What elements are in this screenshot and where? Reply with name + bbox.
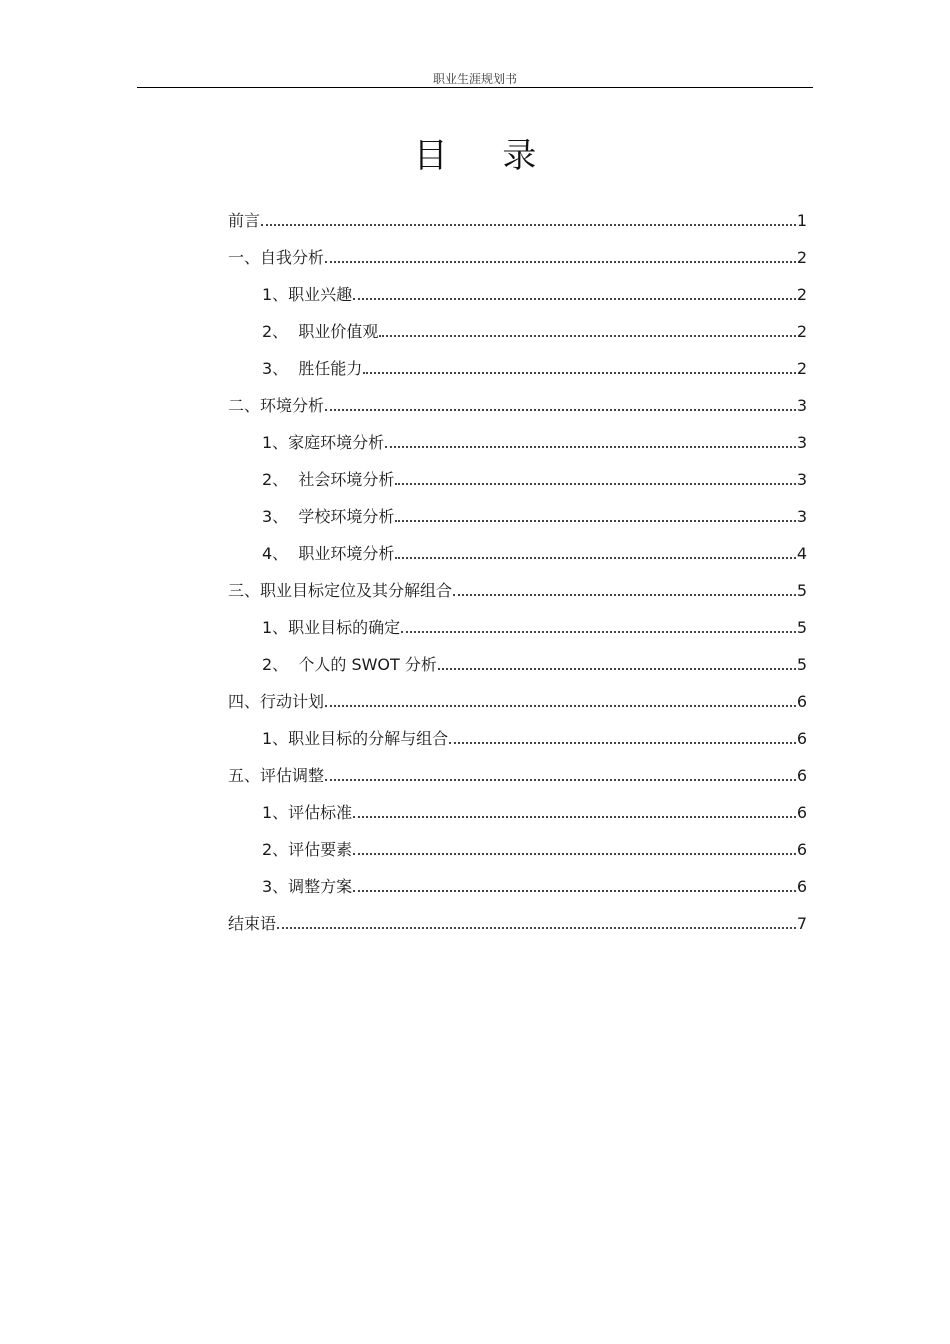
toc-entry-label: 4、 职业环境分析 bbox=[262, 544, 395, 563]
toc-entry-label: 结束语 bbox=[228, 914, 277, 933]
toc-dot-leader bbox=[395, 483, 795, 485]
toc-dot-leader bbox=[325, 409, 796, 411]
toc-dot-leader bbox=[325, 779, 796, 781]
toc-entry[interactable] bbox=[228, 564, 807, 601]
toc-entry-label: 1、职业目标的确定 bbox=[262, 618, 401, 637]
toc-entry[interactable] bbox=[228, 231, 807, 268]
toc-entry[interactable] bbox=[228, 268, 807, 305]
toc-dot-leader bbox=[438, 668, 796, 670]
toc-entry-label: 1、职业目标的分解与组合 bbox=[262, 729, 449, 748]
toc-dot-leader bbox=[277, 927, 796, 929]
toc-page-number: 6 bbox=[796, 877, 807, 896]
toc-entry[interactable] bbox=[228, 675, 807, 712]
toc-dot-leader bbox=[453, 594, 796, 596]
toc-entry[interactable] bbox=[228, 712, 807, 749]
toc-dot-leader bbox=[353, 853, 796, 855]
toc-entry-label: 一、自我分析 bbox=[228, 248, 325, 267]
toc-dot-leader bbox=[385, 446, 796, 448]
toc-entry-label: 2、 社会环境分析 bbox=[262, 470, 395, 489]
toc-dot-leader bbox=[261, 224, 796, 226]
toc-entry[interactable] bbox=[228, 823, 807, 860]
toc-page-number: 5 bbox=[796, 655, 807, 674]
toc-entry[interactable] bbox=[228, 860, 807, 897]
toc-page-number: 5 bbox=[796, 618, 807, 637]
toc-page-number: 4 bbox=[796, 544, 807, 563]
toc-dot-leader bbox=[449, 742, 796, 744]
toc-entry-label: 2、 职业价值观 bbox=[262, 322, 379, 341]
toc-page-number: 5 bbox=[796, 581, 807, 600]
toc-page-number: 3 bbox=[796, 470, 807, 489]
toc-dot-leader bbox=[325, 261, 796, 263]
toc-entry-label: 五、评估调整 bbox=[228, 766, 325, 785]
toc-entry-label: 三、职业目标定位及其分解组合 bbox=[228, 581, 453, 600]
toc-page-number: 7 bbox=[796, 914, 807, 933]
toc-entry-label: 2、 个人的 SWOT 分析 bbox=[262, 655, 437, 674]
toc-page-number: 3 bbox=[796, 433, 807, 452]
toc-dot-leader bbox=[353, 890, 796, 892]
toc-page-number: 1 bbox=[796, 211, 807, 230]
toc-entry-label: 前言 bbox=[228, 211, 261, 230]
toc-entry-label: 1、职业兴趣 bbox=[262, 285, 353, 304]
toc-dot-leader bbox=[353, 816, 796, 818]
toc-entry[interactable] bbox=[228, 786, 807, 823]
toc-entry[interactable] bbox=[228, 379, 807, 416]
table-of-contents bbox=[228, 194, 807, 934]
toc-page-number: 6 bbox=[796, 803, 807, 822]
toc-dot-leader bbox=[363, 372, 795, 374]
toc-page-number: 2 bbox=[796, 359, 807, 378]
toc-page-number: 3 bbox=[796, 396, 807, 415]
toc-entry-label: 3、 学校环境分析 bbox=[262, 507, 395, 526]
toc-entry[interactable] bbox=[228, 416, 807, 453]
toc-entry-label: 1、家庭环境分析 bbox=[262, 433, 385, 452]
toc-page-number: 6 bbox=[796, 729, 807, 748]
toc-dot-leader bbox=[325, 705, 796, 707]
toc-entry[interactable] bbox=[228, 749, 807, 786]
toc-entry[interactable] bbox=[228, 638, 807, 675]
toc-entry[interactable] bbox=[228, 601, 807, 638]
toc-entry[interactable] bbox=[228, 897, 807, 934]
toc-dot-leader bbox=[395, 520, 795, 522]
toc-page-number: 6 bbox=[796, 840, 807, 859]
toc-entry[interactable] bbox=[228, 527, 807, 564]
toc-entry[interactable] bbox=[228, 490, 807, 527]
toc-page-number: 2 bbox=[796, 322, 807, 341]
toc-page-number: 3 bbox=[796, 507, 807, 526]
toc-page-number: 6 bbox=[796, 692, 807, 711]
toc-entry[interactable] bbox=[228, 453, 807, 490]
toc-title: 目 录 bbox=[413, 136, 559, 176]
toc-entry-label: 3、 胜任能力 bbox=[262, 359, 363, 378]
toc-dot-leader bbox=[395, 557, 795, 559]
toc-dot-leader bbox=[353, 298, 796, 300]
toc-entry-label: 1、评估标准 bbox=[262, 803, 353, 822]
toc-page-number: 6 bbox=[796, 766, 807, 785]
toc-entry[interactable] bbox=[228, 194, 807, 231]
toc-page-number: 2 bbox=[796, 248, 807, 267]
toc-entry-label: 3、调整方案 bbox=[262, 877, 353, 896]
toc-page-number: 2 bbox=[796, 285, 807, 304]
toc-entry-label: 四、行动计划 bbox=[228, 692, 325, 711]
toc-entry[interactable] bbox=[228, 305, 807, 342]
toc-dot-leader bbox=[401, 631, 796, 633]
toc-entry-label: 二、环境分析 bbox=[228, 396, 325, 415]
toc-entry[interactable] bbox=[228, 342, 807, 379]
toc-dot-leader bbox=[379, 335, 795, 337]
toc-entry-label: 2、评估要素 bbox=[262, 840, 353, 859]
header-divider bbox=[137, 87, 813, 88]
page-header: 职业生涯规划书 bbox=[432, 72, 517, 86]
